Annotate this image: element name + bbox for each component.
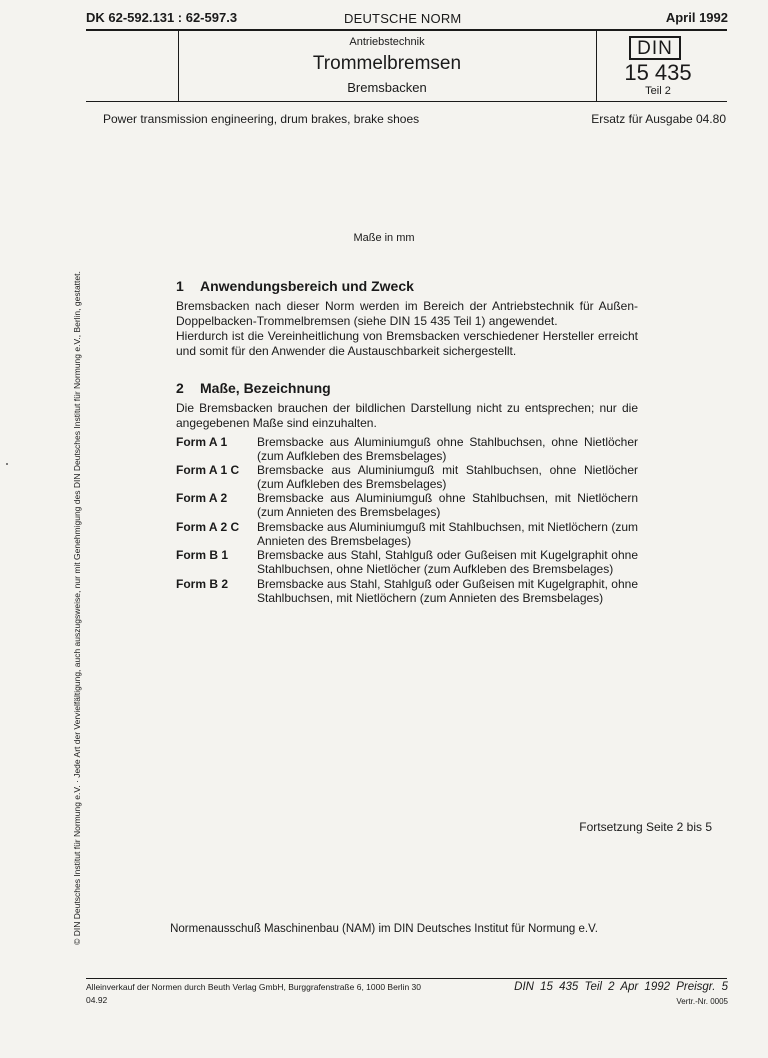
- replaces-note: Ersatz für Ausgabe 04.80: [591, 112, 726, 126]
- section-2-number: 2: [176, 380, 184, 396]
- english-title: Power transmission engineering, drum brakes, brake shoes: [103, 112, 420, 126]
- footer-sales-note: Alleinverkauf der Normen durch Beuth Verlag GmbH, Burggrafenstraße 6, 1000 Berlin 30: [86, 982, 421, 992]
- scan-artifact: [6, 463, 8, 465]
- form-description: Bremsbacke aus Aluminiumguß mit Stahlbuchsen, mit Nietlöchern (zum Annieten des Bremsbelages): [257, 520, 638, 548]
- form-label: Form A 1 C: [176, 463, 240, 477]
- section-1-number: 1: [176, 278, 184, 294]
- form-description: Bremsbacke aus Stahl, Stahlguß oder Gußeisen mit Kugelgraphit ohne Stahlbuchsen, ohne Nietlöcher (zum Aufkleben des Bremsbelages): [257, 548, 638, 576]
- page-title: Trommelbremsen: [312, 53, 462, 74]
- form-label: Form A 2 C: [176, 520, 240, 534]
- section-2-intro: Die Bremsbacken brauchen der bildlichen Darstellung nicht zu entsprechen; nur die angegebenen Maße sind einzuhalten.: [176, 401, 638, 430]
- form-label: Form B 2: [176, 577, 229, 591]
- units-note: Maße in mm: [353, 232, 415, 244]
- issue-date: April 1992: [665, 10, 728, 25]
- header-topic: Antriebstechnik: [349, 36, 425, 48]
- form-description: Bremsbacke aus Stahl, Stahlguß oder Gußeisen mit Kugelgraphit, ohne Stahlbuchsen, mit Nietlöchern (zum Annieten des Bremsbelages): [257, 577, 638, 605]
- form-description: Bremsbacke aus Aluminiumguß ohne Stahlbuchsen, ohne Nietlöcher (zum Aufkleben des Bremsbelages): [257, 435, 638, 463]
- form-label: Form B 1: [176, 548, 229, 562]
- standard-number: 15 435: [624, 60, 692, 85]
- page-subtitle: Bremsbacken: [347, 80, 427, 95]
- section-1-heading: Anwendungsbereich und Zweck: [200, 278, 414, 294]
- side-copyright-notice: © DIN Deutsches Institut für Normung e.V. · Jede Art der Vervielfältigung, auch auszugsweise, nur mit Genehmigung des DIN Deutsches Institut für Normung e.V., Berlin, gestattet.: [72, 271, 82, 945]
- classification-code: DK 62-592.131 : 62-597.3: [86, 10, 238, 25]
- section-1-paragraph-2: Hierdurch ist die Vereinheitlichung von Bremsbacken verschiedener Hersteller erreicht und somit für den Anwender die Austauschbarkeit sichergestellt.: [176, 329, 638, 358]
- form-label: Form A 1: [176, 435, 228, 449]
- form-description: Bremsbacke aus Aluminiumguß ohne Stahlbuchsen, mit Nietlöchern (zum Annieten des Bremsbelages): [257, 491, 638, 519]
- standard-type: DEUTSCHE NORM: [344, 11, 462, 26]
- footer-date-code: 04.92: [86, 995, 108, 1005]
- section-1-paragraph-1: Bremsbacken nach dieser Norm werden im Bereich der Antriebstechnik für Außen-Doppelbacken-Trommelbremsen (siehe DIN 15 435 Teil 1) angewendet.: [176, 299, 638, 328]
- standard-part: Teil 2: [645, 85, 671, 97]
- committee-line: Normenausschuß Maschinenbau (NAM) im DIN Deutsches Institut für Normung e.V.: [170, 923, 598, 935]
- form-description: Bremsbacke aus Aluminiumguß mit Stahlbuchsen, ohne Nietlöcher (zum Aufkleben des Bremsbelages): [257, 463, 638, 491]
- footer-divider: [86, 978, 727, 979]
- footer-reference: DIN 15 435 Teil 2 Apr 1992 Preisgr. 5: [514, 981, 728, 993]
- header-divider-right: [596, 31, 597, 102]
- footer-sort-number: Vertr.-Nr. 0005: [676, 997, 728, 1006]
- din-logo: DIN: [629, 38, 681, 60]
- form-label: Form A 2: [176, 491, 228, 505]
- continuation-note: Fortsetzung Seite 2 bis 5: [579, 820, 712, 834]
- section-2-heading: Maße, Bezeichnung: [200, 380, 331, 396]
